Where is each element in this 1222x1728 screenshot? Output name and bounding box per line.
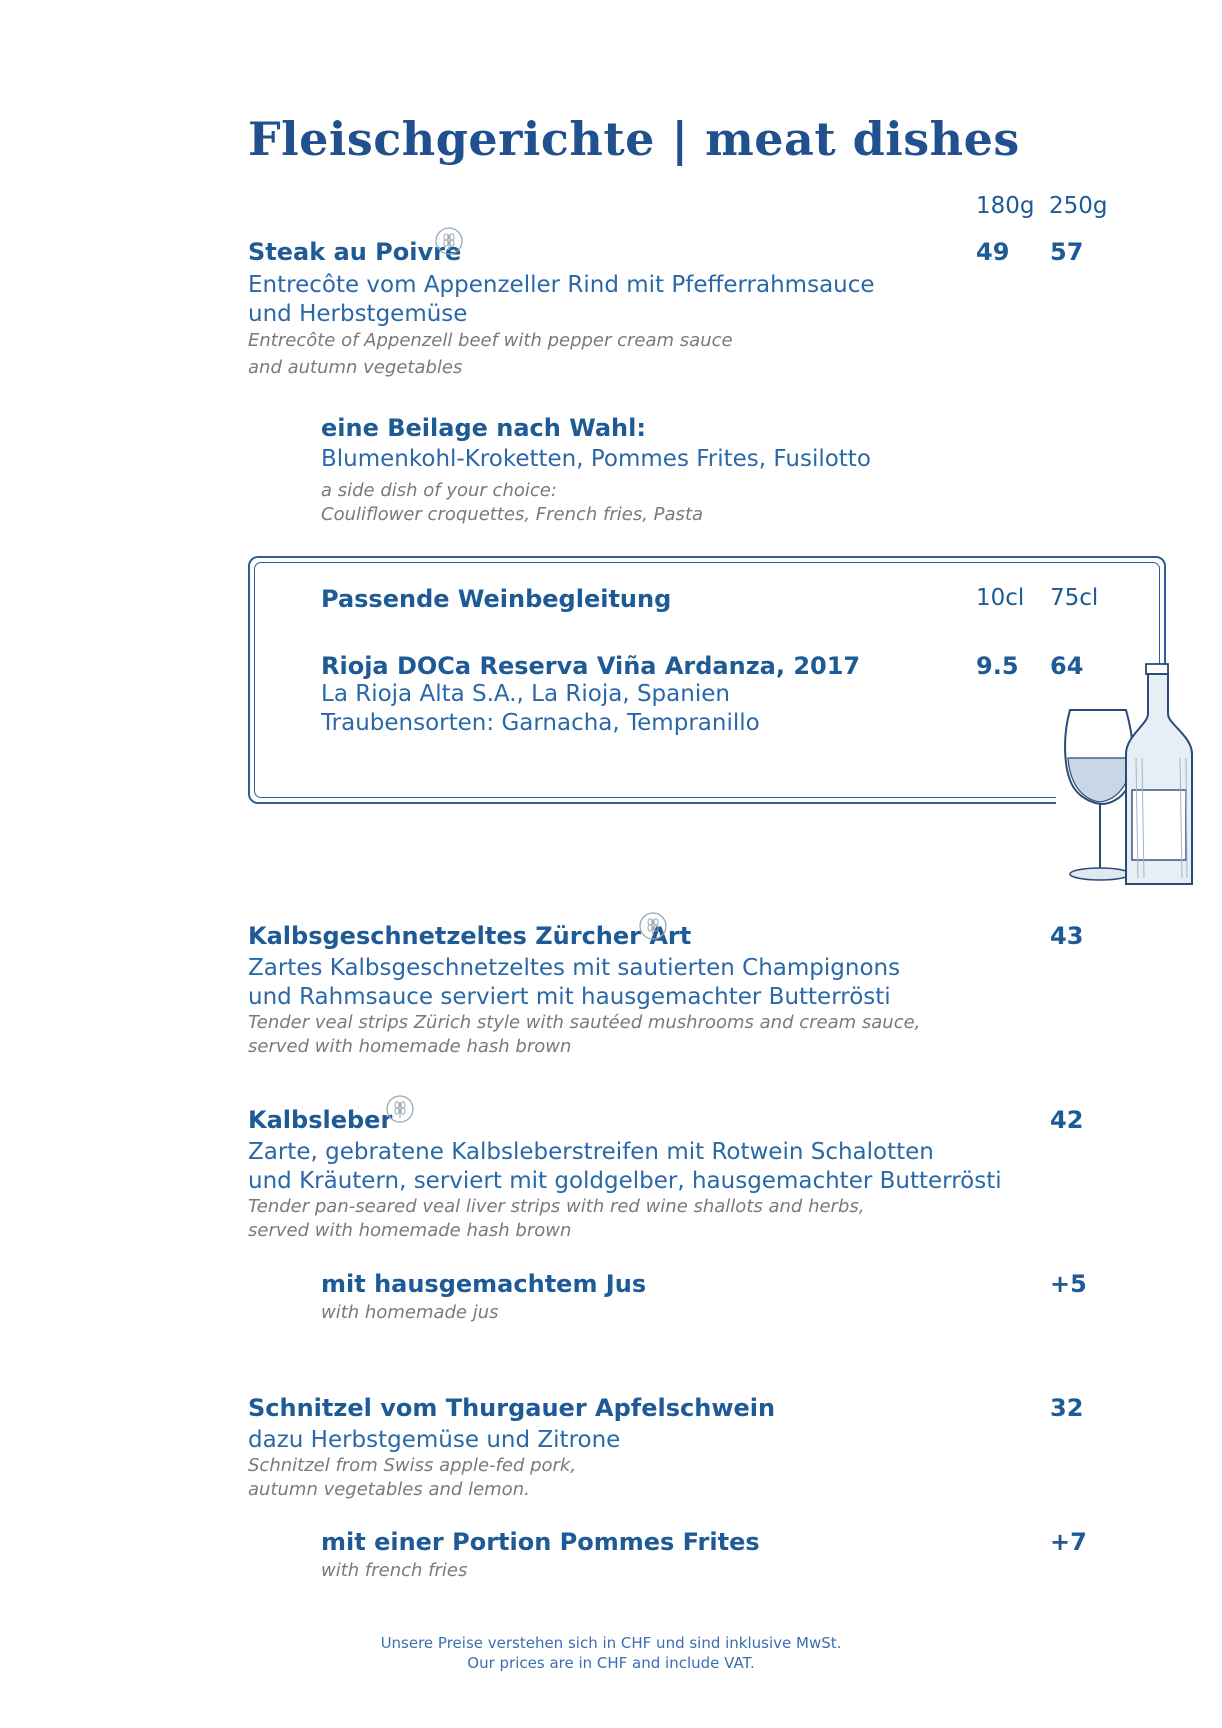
wine-grapes: Traubensorten: Garnacha, Tempranillo — [321, 710, 760, 736]
price-kalbsleber: 42 — [1050, 1106, 1084, 1134]
dish-desc-en-line: served with homemade hash brown — [248, 1036, 572, 1057]
dish-desc-de-line: Zartes Kalbsgeschnetzeltes mit sautierten Champignons — [248, 955, 901, 981]
footer-note-en: Our prices are in CHF and include VAT. — [467, 1654, 755, 1672]
wheat-icon — [385, 1094, 415, 1124]
dish-name-kalbsleber: Kalbsleber — [248, 1106, 393, 1134]
wine-price-glass: 9.5 — [976, 652, 1019, 680]
wine-header-10cl: 10cl — [976, 585, 1025, 611]
addon-name-fries: mit einer Portion Pommes Frites — [321, 1528, 760, 1556]
dish-desc-en-line: Entrecôte of Appenzell beef with pepper cream sauce — [248, 330, 733, 351]
dish-desc-de-line: und Rahmsauce serviert mit hausgemachter Butterrösti — [248, 984, 891, 1010]
price-jus: +5 — [1050, 1270, 1087, 1298]
dish-name-kalbsgeschnetzeltes: Kalbsgeschnetzeltes Zürcher Art — [248, 922, 692, 950]
dish-name-steak: Steak au Poivre — [248, 238, 462, 266]
dish-desc-en-line: autumn vegetables and lemon. — [248, 1479, 530, 1500]
price-fries: +7 — [1050, 1528, 1087, 1556]
side-dish-desc-en-line: a side dish of your choice: — [321, 480, 557, 501]
price-kalbsgeschnetzeltes: 43 — [1050, 922, 1084, 950]
dish-desc-en-line: Schnitzel from Swiss apple-fed pork, — [248, 1455, 577, 1476]
side-dish-desc-de: Blumenkohl-Kroketten, Pommes Frites, Fusilotto — [321, 446, 871, 472]
price-steak-180g: 49 — [976, 238, 1010, 266]
dish-desc-en-line: and autumn vegetables — [248, 357, 463, 378]
price-schnitzel: 32 — [1050, 1394, 1084, 1422]
dish-desc-en-line: Tender veal strips Zürich style with sautéed mushrooms and cream sauce, — [248, 1012, 921, 1033]
wine-name: Rioja DOCa Reserva Viña Ardanza, 2017 — [321, 652, 861, 680]
wine-price-bottle: 64 — [1050, 652, 1084, 680]
dish-desc-de-line: und Kräutern, serviert mit goldgelber, hausgemachter Butterrösti — [248, 1168, 1002, 1194]
side-dish-desc-en-line: Couliflower croquettes, French fries, Pasta — [321, 504, 704, 525]
size-header-250g: 250g — [1049, 193, 1108, 219]
side-dish-heading: eine Beilage nach Wahl: — [321, 414, 646, 442]
addon-desc-en: with homemade jus — [321, 1302, 499, 1323]
addon-desc-en: with french fries — [321, 1560, 468, 1581]
wine-bottle-illustration — [1056, 658, 1198, 898]
footer-note-de: Unsere Preise verstehen sich in CHF und sind inklusive MwSt. — [380, 1634, 842, 1652]
dish-name-schnitzel: Schnitzel vom Thurgauer Apfelschwein — [248, 1394, 776, 1422]
dish-desc-de-line: und Herbstgemüse — [248, 301, 468, 327]
wine-header-75cl: 75cl — [1050, 585, 1099, 611]
wine-pairing-heading: Passende Weinbegleitung — [321, 585, 672, 613]
price-steak-250g: 57 — [1050, 238, 1084, 266]
wine-producer: La Rioja Alta S.A., La Rioja, Spanien — [321, 681, 730, 707]
dish-desc-de: dazu Herbstgemüse und Zitrone — [248, 1427, 621, 1453]
wheat-icon — [638, 911, 668, 941]
size-header-180g: 180g — [976, 193, 1035, 219]
page-title: Fleischgerichte | meat dishes — [248, 112, 1020, 166]
dish-desc-de-line: Zarte, gebratene Kalbsleberstreifen mit Rotwein Schalotten — [248, 1139, 934, 1165]
dish-desc-de-line: Entrecôte vom Appenzeller Rind mit Pfefferrahmsauce — [248, 272, 875, 298]
dish-desc-en-line: Tender pan-seared veal liver strips with red wine shallots and herbs, — [248, 1196, 865, 1217]
wheat-icon — [434, 226, 464, 256]
addon-name-jus: mit hausgemachtem Jus — [321, 1270, 647, 1298]
dish-desc-en-line: served with homemade hash brown — [248, 1220, 572, 1241]
